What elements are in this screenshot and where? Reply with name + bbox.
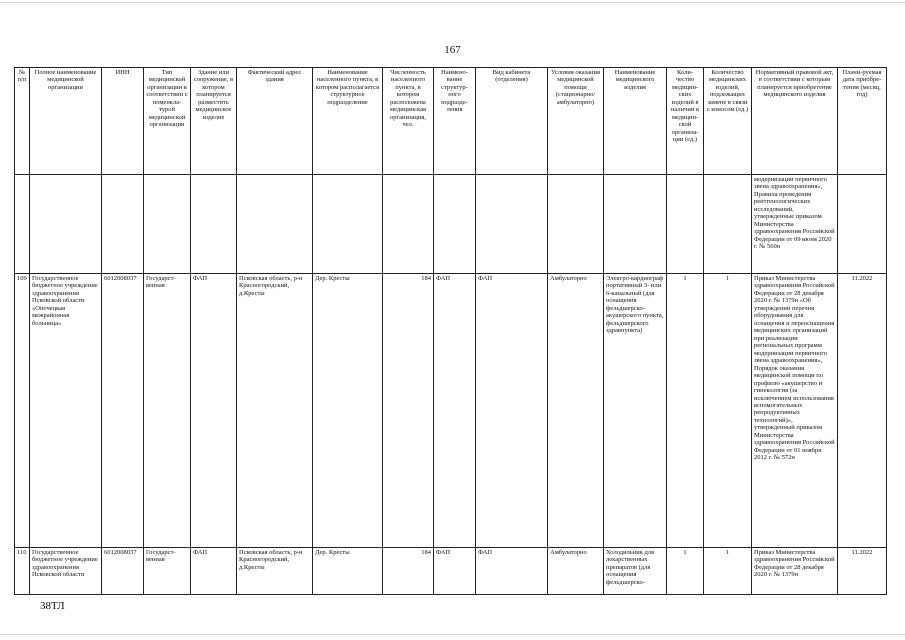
building: ФАП xyxy=(191,548,237,595)
table-row-continuation xyxy=(15,175,887,274)
population: 184 xyxy=(383,548,434,595)
population: 184 xyxy=(383,274,434,548)
qty-replace: 1 xyxy=(704,274,752,548)
cabinet: ФАП xyxy=(476,274,548,548)
header-cell: ИНН xyxy=(102,68,144,175)
legal-act-cell: Приказ Министерства здравоохранения Российской Федерации от 28 декабря 2020 г. № 1379н «Об утверждении перечня оборудования для оснащения и переоснащения медицинских организаций при реализации региональных программ модернизации первичного звена здравоохранения», Порядок оказания медицинской помощи по профилю «акушерство и гинекология (за исключением использования вспомогательных репродуктивных технологий)», утвержденный приказом Министерства здравоохранения Российской Федерации от 01 ноября 2012 г. № 572н xyxy=(752,274,838,548)
org-name: Государственное бюджетное учреждение здравоохранения Псковской области «Опочецкая межрайонная больница» xyxy=(30,274,102,548)
header-cell: Полное наименование медицинской организации xyxy=(30,68,102,175)
table-row xyxy=(15,274,887,548)
header-cell: Тип медицинской организации в соответствии с номенкла-турой медицинской организации xyxy=(144,68,191,175)
legal-act-cell: модернизации первичного звена здравоохранения», Правила проведения рентгенологических исследований, утвержденные приказом Министерства здравоохранения Российской Федерации от 09 июня 2020 г. № 560н xyxy=(752,175,838,274)
unit: ФАП xyxy=(434,274,476,548)
header-cell: Вид кабинета (отделения) xyxy=(476,68,548,175)
unit: ФАП xyxy=(434,548,476,595)
header-cell: Фактический адрес здания xyxy=(237,68,313,175)
inn: 6012008037 xyxy=(102,548,144,595)
device: Электро-кардиограф портативный 3- или 6-канальный (для оснащения фельдшерско-акушерского пункта, фельдшерского здравпункта) xyxy=(604,274,667,548)
conditions: Амбулаторно xyxy=(548,274,604,548)
org-name: Государственное бюджетное учреждение здравоохранения Псковской области xyxy=(30,548,102,595)
header-cell: Здание или сооружение, в котором планируется разместить медицинское изделие xyxy=(191,68,237,175)
purchase-date: 11.2022 xyxy=(838,274,887,548)
inn: 6012008037 xyxy=(102,274,144,548)
header-cell: № п/п xyxy=(15,68,30,175)
row-number: 110 xyxy=(15,548,30,595)
conditions: Амбулаторно xyxy=(548,548,604,595)
row-number: 109 xyxy=(15,274,30,548)
header-cell: Наименование населенного пункта, в котором располагается структурное подразделение xyxy=(313,68,383,175)
header-cell: Условия оказания медицинской помощи (стационарно/амбулаторно) xyxy=(548,68,604,175)
header-cell: Плани-руемая дата приобре-тения (месяц, год) xyxy=(838,68,887,175)
scan-edge-bottom xyxy=(0,634,905,635)
purchase-date: 11.2022 xyxy=(838,548,887,595)
address: Псковская область, р-н Красногородский, д.Кресты xyxy=(237,548,313,595)
scan-edge-top xyxy=(0,2,905,3)
header-cell: Наимено-вание структур-ного подразде-ления xyxy=(434,68,476,175)
page-number: 167 xyxy=(444,44,461,56)
table-row xyxy=(15,548,887,595)
qty-available: 1 xyxy=(667,548,704,595)
header-cell: Численность населенного пункта, в котором расположена медицинская организация, чел. xyxy=(383,68,434,175)
qty-available: 1 xyxy=(667,274,704,548)
equipment-table xyxy=(14,67,887,595)
qty-replace: 1 xyxy=(704,548,752,595)
address: Псковская область, р-н Красногородский, д.Кресты xyxy=(237,274,313,548)
cabinet: ФАП xyxy=(476,548,548,595)
locality: Дер. Кресты xyxy=(313,548,383,595)
header-cell: Коли-чество медицин-ских изделий в наличии в медицин-ской организа-ции (ед.) xyxy=(667,68,704,175)
building: ФАП xyxy=(191,274,237,548)
locality: Дер. Кресты xyxy=(313,274,383,548)
legal-act-cell: Приказ Министерства здравоохранения Российской Федерации от 28 декабря 2020 г. № 1379н xyxy=(752,548,838,595)
device: Холодильник для лекарственных препаратов (для оснащения фельдшерско- xyxy=(604,548,667,595)
org-type: Государст-венная xyxy=(144,548,191,595)
org-type: Государст-венная xyxy=(144,274,191,548)
header-cell: Нормативный правовой акт, в соответствии с которым планируется приобретение медицинского изделия xyxy=(752,68,838,175)
table-header-row xyxy=(15,68,887,175)
header-cell: Наименование медицинского изделия xyxy=(604,68,667,175)
page-footer-code: 38ТЛ xyxy=(40,600,65,612)
header-cell: Количество медицинских изделий, подлежащих замене в связи с износом (ед.) xyxy=(704,68,752,175)
